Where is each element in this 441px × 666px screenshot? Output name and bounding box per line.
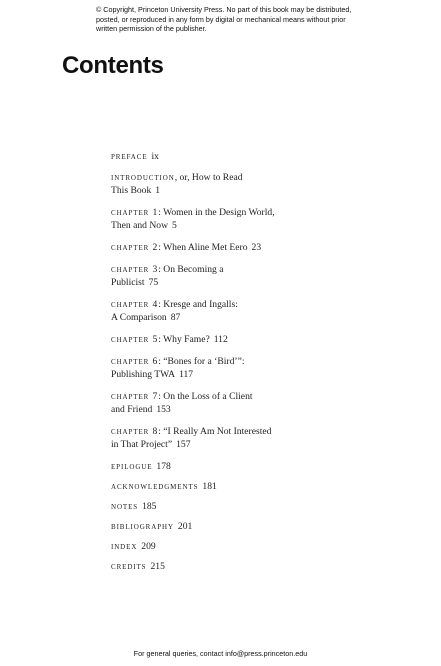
toc-label: chapter 3: [111, 264, 159, 275]
toc-label: credits: [111, 561, 147, 572]
toc-entry-acknowledgments: [111, 480, 326, 493]
toc-entry-chapter-4: [111, 298, 326, 324]
toc-page-number: 201: [177, 521, 193, 532]
toc-entry-chapter-1: [111, 206, 326, 232]
toc-page-number: 215: [150, 561, 165, 572]
toc-page-number: 117: [179, 369, 194, 380]
toc-page-number: ix: [151, 151, 159, 162]
toc-label: acknowledgments: [111, 481, 199, 492]
toc-entry-chapter-8: [111, 425, 326, 451]
toc-entry-credits: [111, 560, 326, 573]
toc-entry-chapter-6: [111, 355, 326, 381]
toc-title-line: : On Becoming a: [158, 264, 224, 275]
toc-title-line: : Why Fame?: [158, 334, 210, 345]
toc-page-number: 112: [213, 334, 228, 345]
toc-title-line: : “Bones for a ‘Bird’”:: [158, 356, 245, 367]
toc-label: chapter 2: [111, 242, 159, 253]
toc-title-line: A Comparison: [111, 312, 167, 323]
toc-page-number: 75: [148, 277, 159, 288]
toc-page-number: 87: [170, 312, 181, 323]
toc-title-line: : Kresge and Ingalls:: [158, 299, 238, 310]
toc-label: chapter 5: [111, 334, 159, 345]
toc-label: chapter 8: [111, 426, 159, 437]
toc-page-number: 185: [142, 501, 157, 512]
toc-page-number: 153: [156, 404, 171, 415]
toc-entry-preface: [111, 150, 326, 163]
toc-page-number: 157: [176, 439, 191, 450]
copyright-notice: © Copyright, Princeton University Press. No part of this book may be distributed, posted, or reproduced in any form by digital or mechanical means without prior written permission of the publisher.: [96, 5, 352, 34]
toc-entry-chapter-7: [111, 390, 326, 416]
toc-title-line: , or, How to Read: [174, 172, 243, 183]
toc-title-line: Publishing TWA: [111, 369, 176, 380]
toc-entry-bibliography: [111, 520, 326, 533]
toc-entry-chapter-3: [111, 263, 326, 289]
toc-title-line: Publicist: [111, 277, 145, 288]
toc-label: bibliography: [111, 521, 174, 532]
page-title: Contents: [62, 52, 164, 79]
table-of-contents: [111, 150, 326, 573]
toc-label: notes: [111, 501, 139, 512]
toc-entry-notes: [111, 500, 326, 513]
toc-label: chapter 7: [111, 391, 159, 402]
toc-label: chapter 1: [111, 207, 159, 218]
toc-entry-introduction: [111, 171, 326, 197]
toc-title-line: : On the Loss of a Client: [158, 391, 253, 402]
toc-entry-index: [111, 540, 326, 553]
toc-page-number: 1: [155, 185, 161, 196]
toc-entry-chapter-5: [111, 333, 326, 346]
toc-page-number: 23: [251, 242, 262, 253]
toc-page-number: 5: [172, 220, 177, 231]
toc-page-number: 178: [156, 461, 171, 472]
toc-title-line: This Book: [111, 185, 152, 196]
toc-title-line: and Friend: [111, 404, 153, 415]
toc-entry-chapter-2: [111, 241, 326, 254]
toc-label: index: [111, 541, 138, 552]
toc-title-line: in That Project”: [111, 439, 173, 450]
toc-label: epilogue: [111, 461, 153, 472]
toc-title-line: : When Aline Met Eero: [158, 242, 248, 253]
toc-title-line: : “I Really Am Not Interested: [158, 426, 272, 437]
toc-page-number: 209: [141, 541, 156, 552]
toc-title-line: Then and Now: [111, 220, 169, 231]
toc-label: introduction: [111, 172, 175, 183]
toc-page-number: 181: [202, 481, 217, 492]
toc-label: chapter 6: [111, 356, 159, 367]
toc-title-line: : Women in the Design World,: [158, 207, 275, 218]
footer-contact: For general queries, contact info@press.princeton.edu: [133, 649, 308, 658]
toc-label: preface: [111, 151, 148, 162]
toc-label: chapter 4: [111, 299, 159, 310]
toc-entry-epilogue: [111, 460, 326, 473]
